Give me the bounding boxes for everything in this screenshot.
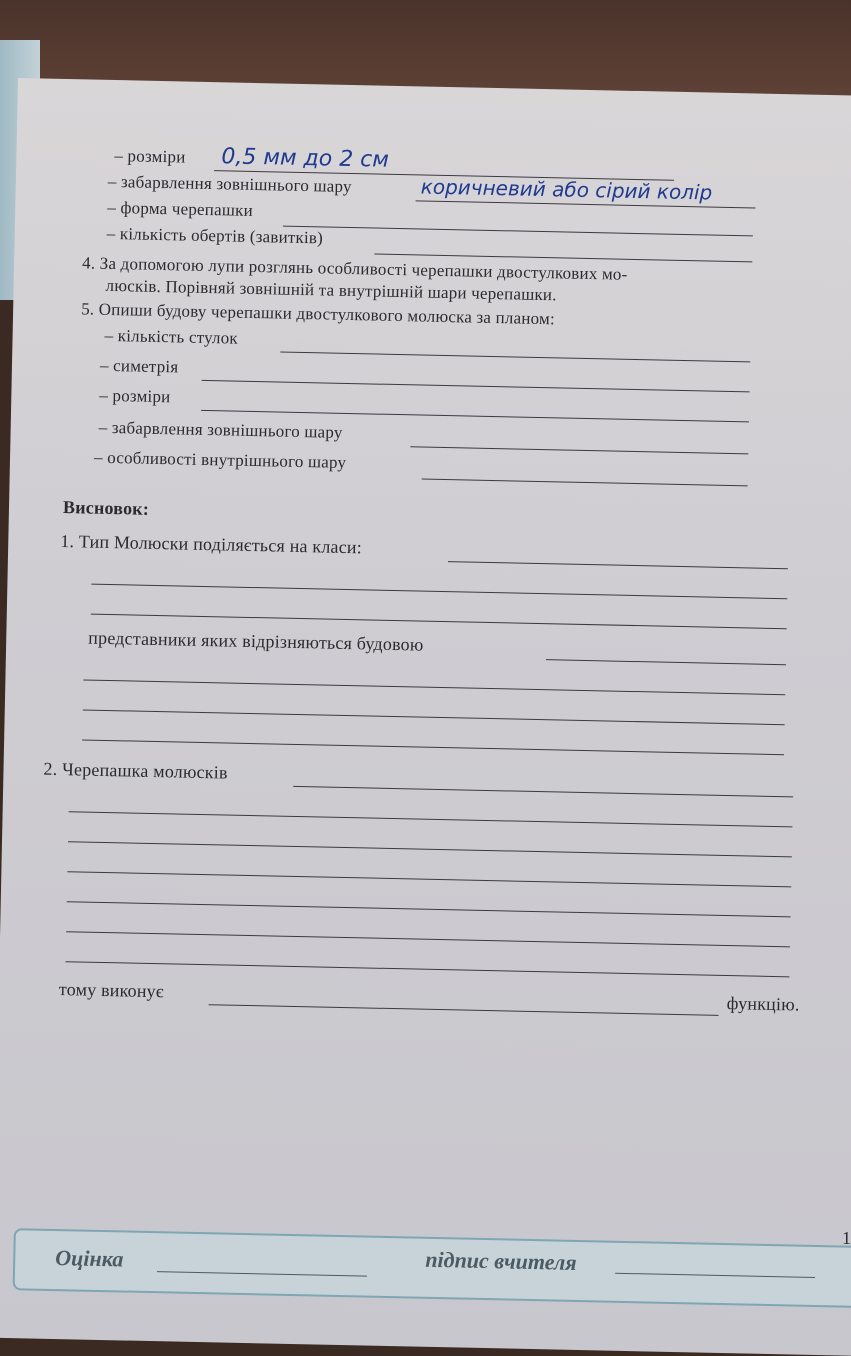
shell-answer-line-7[interactable] bbox=[65, 961, 789, 977]
task5-item-valves: – кількість стулок bbox=[104, 325, 239, 348]
outer-color-answer-line[interactable] bbox=[410, 446, 748, 454]
worksheet-page bbox=[0, 78, 851, 1356]
task5-item-inner-layer: – особливості внутрішнього шару bbox=[93, 447, 347, 472]
color-handwritten-answer: коричневий або сірий колір bbox=[420, 174, 713, 205]
grade-answer-line[interactable] bbox=[157, 1271, 367, 1276]
shell-answer-line-4[interactable] bbox=[67, 871, 791, 887]
symmetry-answer-line[interactable] bbox=[202, 380, 750, 392]
structure-answer-line-3[interactable] bbox=[83, 709, 785, 725]
task4-line1: 4. За допомогою лупи розглянь особливості черепашки двостулкових мо- bbox=[81, 253, 628, 284]
shell-answer-line-6[interactable] bbox=[66, 931, 790, 947]
inner-layer-answer-line[interactable] bbox=[422, 479, 748, 487]
color-label: – забарвлення зовнішнього шару bbox=[107, 171, 352, 197]
grade-box bbox=[13, 1228, 851, 1308]
task5-item-outer-color: – забарвлення зовнішнього шару bbox=[98, 417, 343, 442]
size-handwritten-answer: 0,5 мм до 2 см bbox=[221, 144, 390, 173]
classes-answer-line[interactable] bbox=[448, 561, 788, 569]
shell-answer-line-2[interactable] bbox=[69, 811, 793, 827]
task5-item-size: – розміри bbox=[99, 385, 171, 407]
conclusion-function-prefix: тому виконує bbox=[58, 979, 165, 1002]
task5-item-symmetry: – симетрія bbox=[99, 355, 179, 377]
conclusion-function-suffix: функцію. bbox=[726, 993, 800, 1015]
conclusion-item1: 1. Тип Молюски поділяється на класи: bbox=[60, 530, 363, 558]
grade-label: Оцінка bbox=[55, 1245, 124, 1272]
shape-answer-line[interactable] bbox=[283, 226, 753, 237]
shape-label: – форма черепашки bbox=[107, 197, 254, 220]
structure-answer-line-4[interactable] bbox=[82, 739, 784, 755]
conclusion-heading: Висновок: bbox=[62, 497, 150, 519]
structure-answer-line[interactable] bbox=[546, 659, 786, 665]
shell-answer-line-3[interactable] bbox=[68, 841, 792, 857]
shell-answer-line-5[interactable] bbox=[67, 901, 791, 917]
task5-title: 5. Опиши будову черепашки двостулкового молюска за планом: bbox=[80, 299, 556, 329]
signature-label: підпис вчителя bbox=[425, 1246, 577, 1275]
turns-label: – кількість обертів (завитків) bbox=[106, 223, 324, 248]
size-label: – розміри bbox=[114, 146, 186, 167]
conclusion-item1-structure: представники яких відрізняються будовою bbox=[88, 627, 424, 655]
signature-answer-line[interactable] bbox=[615, 1273, 815, 1278]
shell-answer-line[interactable] bbox=[293, 786, 793, 797]
page-number: 1 bbox=[842, 1228, 851, 1248]
size2-answer-line[interactable] bbox=[201, 410, 749, 422]
classes-answer-line-3[interactable] bbox=[91, 614, 787, 630]
conclusion-item2: 2. Черепашка молюсків bbox=[43, 758, 228, 783]
valves-answer-line[interactable] bbox=[280, 352, 750, 363]
function-answer-line[interactable] bbox=[209, 1004, 719, 1016]
classes-answer-line-2[interactable] bbox=[91, 584, 787, 600]
task4-line2: люсків. Порівняй зовнішній та внутрішній шари черепашки. bbox=[105, 275, 557, 305]
structure-answer-line-2[interactable] bbox=[83, 680, 785, 696]
